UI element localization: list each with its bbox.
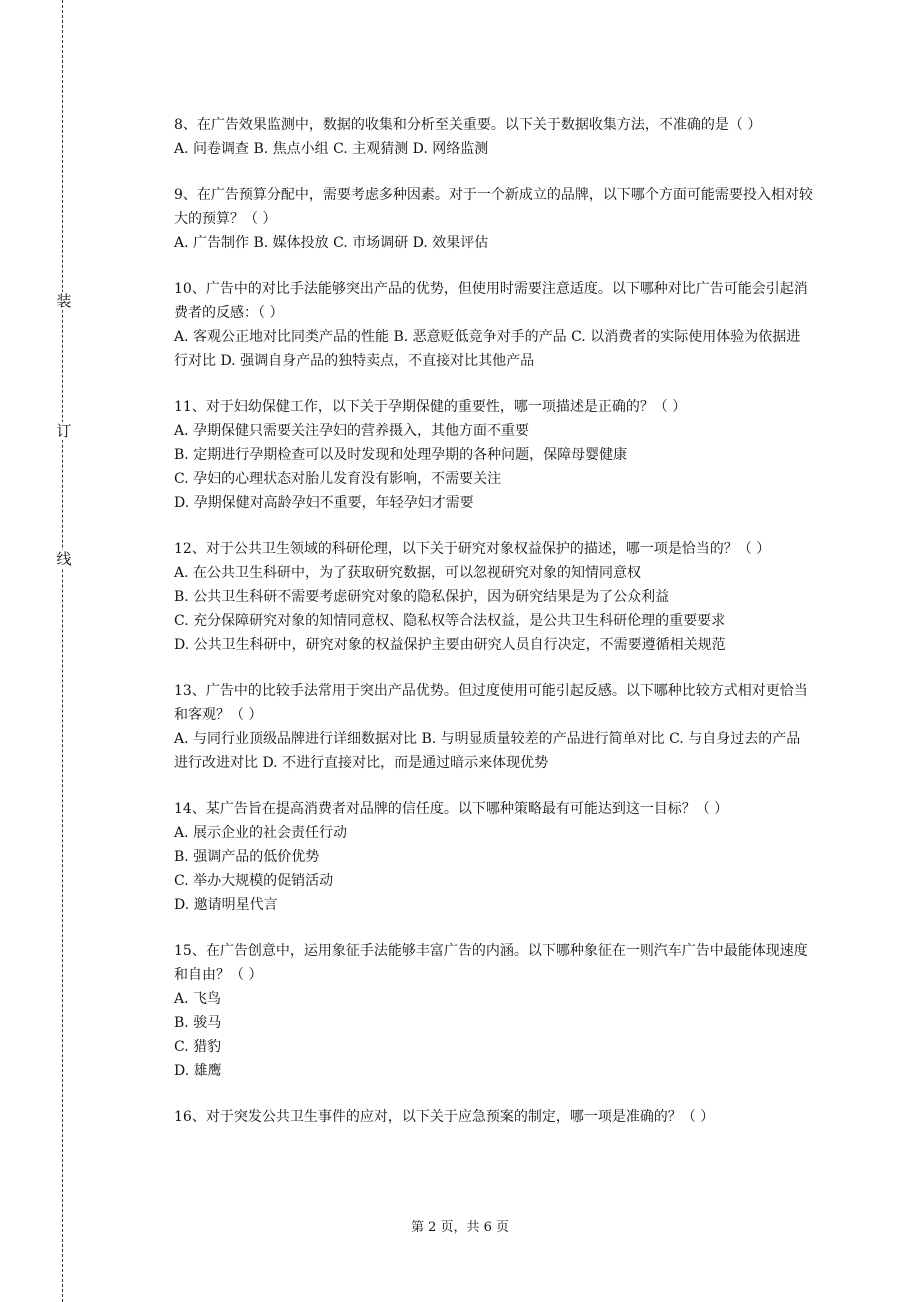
question-15 — [174, 939, 814, 1083]
option-c: C. 孕妇的心理状态对胎儿发育没有影响，不需要关注 — [174, 471, 502, 487]
question-stem: 10、广告中的对比手法能够突出产品的优势，但使用时需要注意适度。以下哪种对比广告可能会引起消费者的反感：（ ） — [174, 281, 808, 321]
question-stem: 11、对于妇幼保健工作，以下关于孕期保健的重要性，哪一项描述是正确的？（ ） — [174, 399, 687, 415]
question-stem: 14、某广告旨在提高消费者对品牌的信任度。以下哪种策略最有可能达到这一目标？（ ） — [174, 801, 729, 817]
option-a: A. 在公共卫生科研中，为了获取研究数据，可以忽视研究对象的知情同意权 — [174, 565, 642, 581]
option-c: C. 举办大规模的促销活动 — [174, 873, 334, 889]
question-list — [174, 113, 814, 1129]
question-8 — [174, 113, 814, 161]
option-a: A. 飞鸟 — [174, 991, 222, 1007]
question-11 — [174, 395, 814, 515]
binding-char-ding: 订 — [56, 422, 72, 440]
question-options-inline: A. 问卷调查 B. 焦点小组 C. 主观猜测 D. 网络监测 — [174, 141, 489, 157]
question-stem: 9、在广告预算分配中，需要考虑多种因素。对于一个新成立的品牌，以下哪个方面可能需要投入相对较大的预算？（ ） — [174, 187, 813, 227]
question-stem: 12、对于公共卫生领域的科研伦理，以下关于研究对象权益保护的描述，哪一项是恰当的？（ ） — [174, 541, 771, 557]
question-options-inline: A. 与同行业顶级品牌进行详细数据对比 B. 与明显质量较差的产品进行简单对比 C. 与自身过去的产品进行改进对比 D. 不进行直接对比，而是通过暗示来体现优势 — [174, 731, 801, 771]
option-b: B. 骏马 — [174, 1015, 222, 1031]
question-stem: 13、广告中的比较手法常用于突出产品优势。但过度使用可能引起反感。以下哪种比较方式相对更恰当和客观？（ ） — [174, 683, 808, 723]
option-a: A. 展示企业的社会责任行动 — [174, 825, 348, 841]
question-14 — [174, 797, 814, 917]
option-d: D. 邀请明星代言 — [174, 897, 278, 913]
question-10 — [174, 277, 814, 373]
option-d: D. 雄鹰 — [174, 1063, 222, 1079]
question-stem: 8、在广告效果监测中，数据的收集和分析至关重要。以下关于数据收集方法，不准确的是（ ） — [174, 117, 762, 133]
binding-char-zhuang: 装 — [56, 292, 72, 310]
question-12 — [174, 537, 814, 657]
option-d: D. 公共卫生科研中，研究对象的权益保护主要由研究人员自行决定，不需要遵循相关规范 — [174, 637, 726, 653]
option-d: D. 孕期保健对高龄孕妇不重要，年轻孕妇才需要 — [174, 495, 474, 511]
question-options-inline: A. 广告制作 B. 媒体投放 C. 市场调研 D. 效果评估 — [174, 235, 489, 251]
binding-dashed-line — [62, 0, 63, 1302]
option-c: C. 充分保障研究对象的知情同意权、隐私权等合法权益，是公共卫生科研伦理的重要要求 — [174, 613, 726, 629]
question-stem: 15、在广告创意中，运用象征手法能够丰富广告的内涵。以下哪种象征在一则汽车广告中最能体现速度和自由？（ ） — [174, 943, 808, 983]
question-options-inline: A. 客观公正地对比同类产品的性能 B. 恶意贬低竞争对手的产品 C. 以消费者的实际使用体验为依据进行对比 D. 强调自身产品的独特卖点，不直接对比其他产品 — [174, 329, 801, 369]
option-c: C. 猎豹 — [174, 1039, 222, 1055]
option-b: B. 强调产品的低价优势 — [174, 849, 320, 865]
question-stem: 16、对于突发公共卫生事件的应对，以下关于应急预案的制定，哪一项是准确的？（ ） — [174, 1109, 715, 1125]
question-16 — [174, 1105, 814, 1129]
question-9 — [174, 183, 814, 255]
option-b: B. 定期进行孕期检查可以及时发现和处理孕期的各种问题，保障母婴健康 — [174, 447, 628, 463]
option-a: A. 孕期保健只需要关注孕妇的营养摄入，其他方面不重要 — [174, 423, 530, 439]
option-b: B. 公共卫生科研不需要考虑研究对象的隐私保护，因为研究结果是为了公众利益 — [174, 589, 670, 605]
question-13 — [174, 679, 814, 775]
page-footer: 第 2 页，共 6 页 — [410, 1220, 510, 1235]
binding-char-xian: 线 — [56, 550, 72, 568]
